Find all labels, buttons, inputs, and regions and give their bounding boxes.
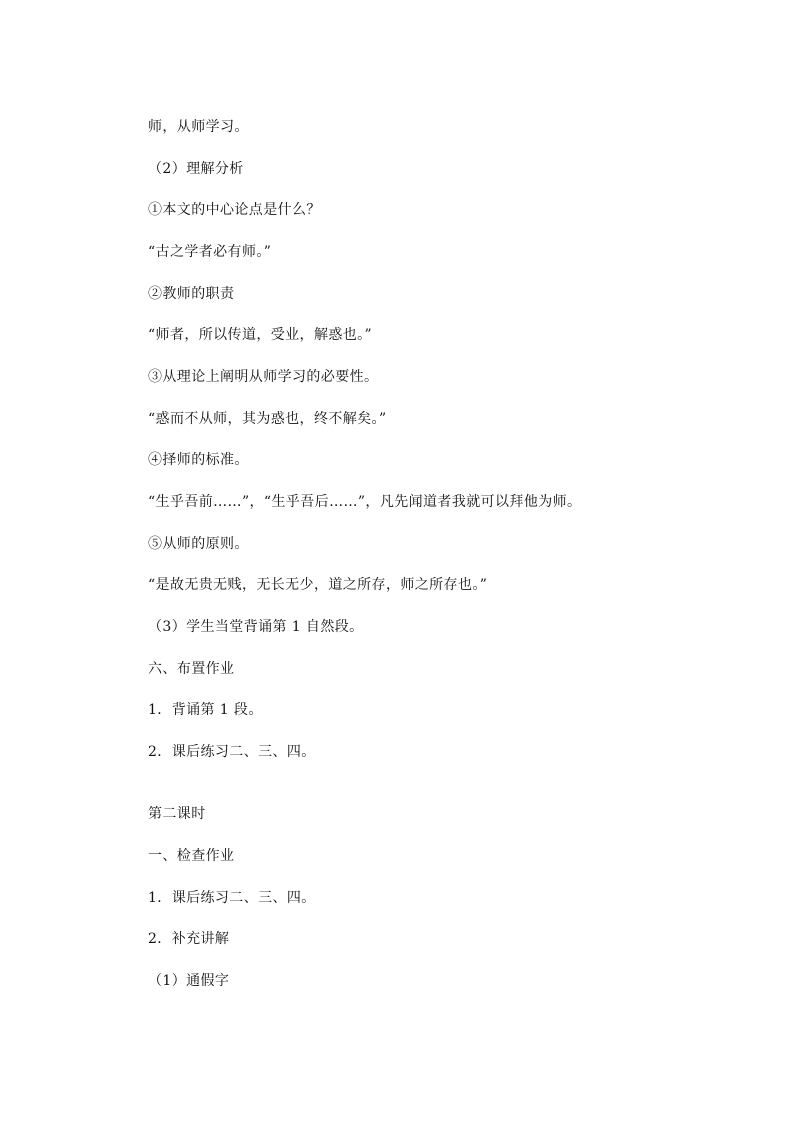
section-heading: （3）学生当堂背诵第 1 自然段。 bbox=[148, 619, 364, 635]
list-item: 1．背诵第 1 段。 bbox=[148, 702, 263, 718]
question-line: ①本文的中心论点是什么？ bbox=[148, 202, 321, 218]
lesson-heading: 第二课时 bbox=[148, 806, 206, 822]
section-heading: 六、布置作业 bbox=[148, 661, 235, 677]
section-heading: （2）理解分析 bbox=[148, 161, 244, 177]
section-heading: 一、检查作业 bbox=[148, 848, 235, 864]
list-item: 2．补充讲解 bbox=[148, 931, 230, 947]
question-line: ②教师的职责 bbox=[148, 286, 235, 302]
section-heading: （1）通假字 bbox=[148, 973, 230, 989]
quote-line: “生乎吾前……”，“生乎吾后……”，凡先闻道者我就可以拜他为师。 bbox=[148, 494, 582, 510]
quote-line: “古之学者必有师。” bbox=[148, 244, 272, 260]
question-line: ③从理论上阐明从师学习的必要性。 bbox=[148, 369, 379, 385]
text-line: 师，从师学习。 bbox=[148, 119, 249, 135]
quote-line: “惑而不从师，其为惑也，终不解矣。” bbox=[148, 411, 387, 427]
list-item: 2．课后练习二、三、四。 bbox=[148, 744, 316, 760]
quote-line: “是故无贵无贱，无长无少，道之所存，师之所存也。” bbox=[148, 577, 488, 593]
question-line: ⑤从师的原则。 bbox=[148, 536, 249, 552]
question-line: ④择师的标准。 bbox=[148, 452, 249, 468]
list-item: 1．课后练习二、三、四。 bbox=[148, 890, 316, 906]
quote-line: “师者，所以传道，受业，解惑也。” bbox=[148, 327, 373, 343]
